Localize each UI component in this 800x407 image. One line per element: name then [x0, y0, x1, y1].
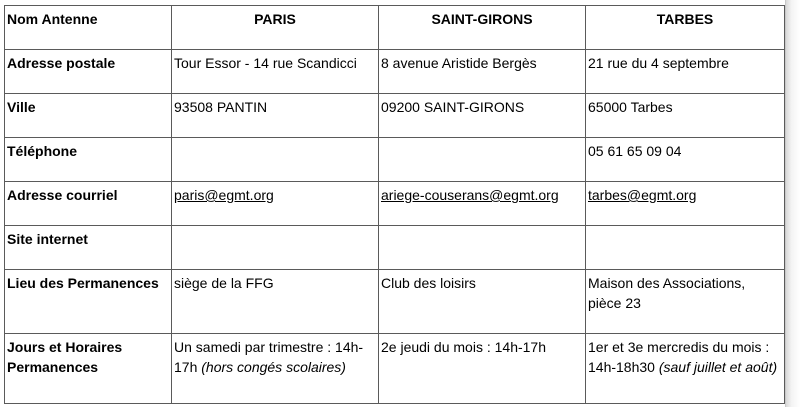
table-row-jours-horaires — [5, 334, 785, 404]
cell-saint-girons-lieu: Club des loisirs — [379, 270, 586, 334]
row-label-jours-horaires: Jours et Horaires Permanences — [5, 334, 172, 404]
page-edge-shadow — [786, 0, 800, 407]
row-label-adresse-postale: Adresse postale — [5, 50, 172, 94]
antennes-table — [4, 5, 785, 404]
cell-tarbes-telephone: 05 61 65 09 04 — [586, 138, 785, 182]
cell-paris-courriel — [172, 182, 379, 226]
cell-saint-girons-site — [379, 226, 586, 270]
tarbes-horaires-text: 1er et 3e mercredis du mois : 14h-18h30 — [588, 339, 770, 375]
paris-horaires-note: (hors congés scolaires) — [201, 359, 346, 375]
cell-paris-jours — [172, 334, 379, 404]
cell-tarbes-jours — [586, 334, 785, 404]
paris-horaires-text: Un samedi par trimestre : 14h-17h — [174, 339, 364, 375]
cell-tarbes-ville: 65000 Tarbes — [586, 94, 785, 138]
table-row-adresse-courriel — [5, 182, 785, 226]
row-label-lieu-permanences: Lieu des Permanences — [5, 270, 172, 334]
cell-saint-girons-courriel — [379, 182, 586, 226]
header-nom-antenne: Nom Antenne — [5, 6, 172, 50]
cell-saint-girons-adresse: 8 avenue Aristide Bergès — [379, 50, 586, 94]
cell-tarbes-site — [586, 226, 785, 270]
header-saint-girons: SAINT-GIRONS — [379, 6, 586, 50]
cell-tarbes-courriel — [586, 182, 785, 226]
cell-paris-lieu: siège de la FFG — [172, 270, 379, 334]
cell-paris-adresse: Tour Essor - 14 rue Scandicci — [172, 50, 379, 94]
table-row-telephone — [5, 138, 785, 182]
header-tarbes: TARBES — [586, 6, 785, 50]
cell-saint-girons-telephone — [379, 138, 586, 182]
email-link-tarbes[interactable]: tarbes@egmt.org — [588, 187, 697, 203]
cell-tarbes-adresse: 21 rue du 4 septembre — [586, 50, 785, 94]
cell-tarbes-lieu: Maison des Associations, pièce 23 — [586, 270, 785, 334]
table-row-lieu-permanences — [5, 270, 785, 334]
email-link-saint-girons[interactable]: ariege-couserans@egmt.org — [381, 187, 559, 203]
table-header-row — [5, 6, 785, 50]
row-label-telephone: Téléphone — [5, 138, 172, 182]
table-row-ville — [5, 94, 785, 138]
cell-saint-girons-jours — [379, 334, 586, 404]
cell-paris-ville: 93508 PANTIN — [172, 94, 379, 138]
table-row-site-internet — [5, 226, 785, 270]
row-label-site-internet: Site internet — [5, 226, 172, 270]
cell-paris-telephone — [172, 138, 379, 182]
cell-paris-site — [172, 226, 379, 270]
header-paris: PARIS — [172, 6, 379, 50]
saint-girons-horaires-text: 2e jeudi du mois : 14h-17h — [381, 339, 546, 355]
cell-saint-girons-ville: 09200 SAINT-GIRONS — [379, 94, 586, 138]
row-label-ville: Ville — [5, 94, 172, 138]
table-row-adresse-postale — [5, 50, 785, 94]
row-label-adresse-courriel: Adresse courriel — [5, 182, 172, 226]
email-link-paris[interactable]: paris@egmt.org — [174, 187, 274, 203]
tarbes-horaires-note: (sauf juillet et août) — [658, 359, 778, 375]
